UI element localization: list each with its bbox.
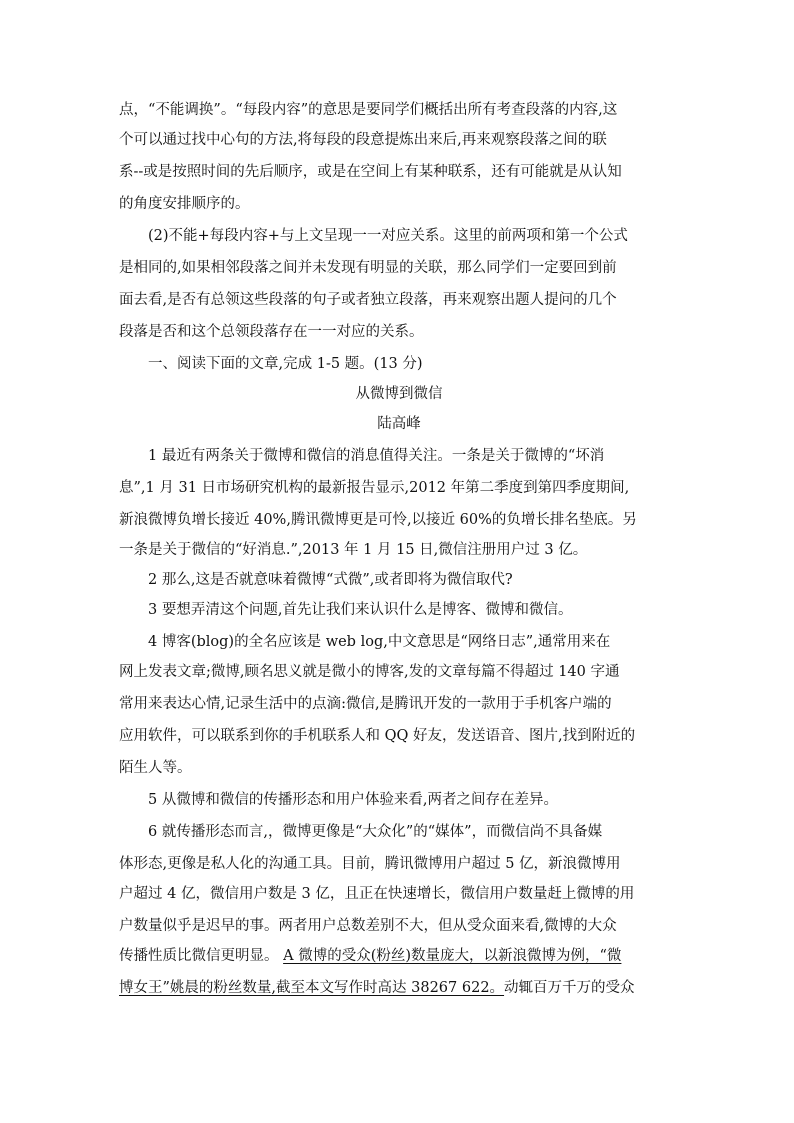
paragraph-2: 2 那么,这是否就意味着微博“式微”,或者即将为微信取代? bbox=[148, 572, 513, 588]
paragraph-5: 5 从微博和微信的传播形态和用户体验来看,两者之间存在差异。 bbox=[148, 792, 558, 808]
paragraph-1-line-1: 1 最近有两条关于微博和微信的消息值得关注。一条是关于微博的“坏消 bbox=[148, 448, 605, 464]
paragraph-1-line-2: 息”,1 月 31 日市场研究机构的最新报告显示,2012 年第二季度到第四季度期间, bbox=[119, 480, 630, 496]
formula-2-line-4: 段落是否和这个总领段落存在一一对应的关系。 bbox=[119, 324, 424, 340]
intro-line-2: 个可以通过找中心句的方法,将每段的段意提炼出来后,再来观察段落之间的联 bbox=[119, 132, 607, 148]
paragraph-6-line-5-plain: 传播性质比微信更明显。 bbox=[119, 948, 284, 964]
paragraph-6-line-3: 户超过 4 亿，微信用户数是 3 亿，且正在快速增长，微信用户数量赶上微博的用 bbox=[119, 886, 635, 902]
article-title: 从微博到微信 bbox=[355, 386, 443, 402]
paragraph-4-line-2: 网上发表文章;微博,顾名思义就是微小的博客,发的文章每篇不得超过 140 字通 bbox=[119, 664, 620, 680]
paragraph-6-line-1: 6 就传播形态而言,，微博更像是“大众化”的“媒体”，而微信尚不具备媒 bbox=[148, 824, 603, 840]
underlined-sentence-a-part-2: 博女王”姚晨的粉丝数量,截至本文写作时高达 38267 622。 bbox=[119, 980, 505, 996]
paragraph-6-line-6-plain: 动辄百万千万的受众 bbox=[504, 980, 635, 996]
intro-line-3: 系--或是按照时间的先后顺序，或是在空间上有某种联系，还有可能就是从认知 bbox=[119, 164, 622, 180]
intro-line-1: 点，“不能调换”。“每段内容”的意思是要同学们概括出所有考查段落的内容,这 bbox=[119, 102, 618, 118]
paragraph-3: 3 要想弄清这个问题,首先让我们来认识什么是博客、微博和微信。 bbox=[148, 602, 573, 618]
paragraph-1-line-3: 新浪微博负增长接近 40%,腾讯微博更是可怜,以接近 60%的负增长排名垫底。另 bbox=[119, 512, 637, 528]
intro-line-4: 的角度安排顺序的。 bbox=[119, 196, 250, 212]
paragraph-1-line-4: 一条是关于微信的“好消息.”,2013 年 1 月 15 日,微信注册用户过 3 亿。 bbox=[119, 542, 588, 558]
paragraph-6-line-4: 户数量似乎是迟早的事。两者用户总数差别不大，但从受众面来看,微博的大众 bbox=[119, 918, 617, 934]
question-heading: 一、阅读下面的文章,完成 1-5 题。(13 分) bbox=[148, 356, 423, 372]
underlined-sentence-a-part-1: A 微博的受众(粉丝)数量庞大，以新浪微博为例，“微 bbox=[283, 948, 622, 964]
formula-2-line-1: (2)不能+每段内容+与上文呈现一一对应关系。这里的前两项和第一个公式 bbox=[148, 228, 628, 244]
formula-2-line-3: 面去看,是否有总领这些段落的句子或者独立段落，再来观察出题人提问的几个 bbox=[119, 292, 617, 308]
paragraph-4-line-4: 应用软件，可以联系到你的手机联系人和 QQ 好友，发送语音、图片,找到附近的 bbox=[119, 728, 636, 744]
article-author: 陆高峰 bbox=[377, 416, 421, 432]
paragraph-4-line-5: 陌生人等。 bbox=[119, 760, 192, 776]
paragraph-6-line-5 bbox=[119, 946, 679, 968]
paragraph-4-line-3: 常用来表达心情,记录生活中的点滴:微信,是腾讯开发的一款用于手机客户端的 bbox=[119, 696, 612, 712]
paragraph-6-line-6 bbox=[119, 978, 679, 1000]
formula-2-line-2: 是相同的,如果相邻段落之间并未发现有明显的关联，那么同学们一定要回到前 bbox=[119, 260, 617, 276]
paragraph-4-line-1: 4 博客(blog)的全名应该是 web log,中文意思是“网络日志”,通常用来在 bbox=[148, 634, 611, 650]
paragraph-6-line-2: 体形态,更像是私人化的沟通工具。目前，腾讯微博用户超过 5 亿，新浪微博用 bbox=[119, 856, 621, 872]
